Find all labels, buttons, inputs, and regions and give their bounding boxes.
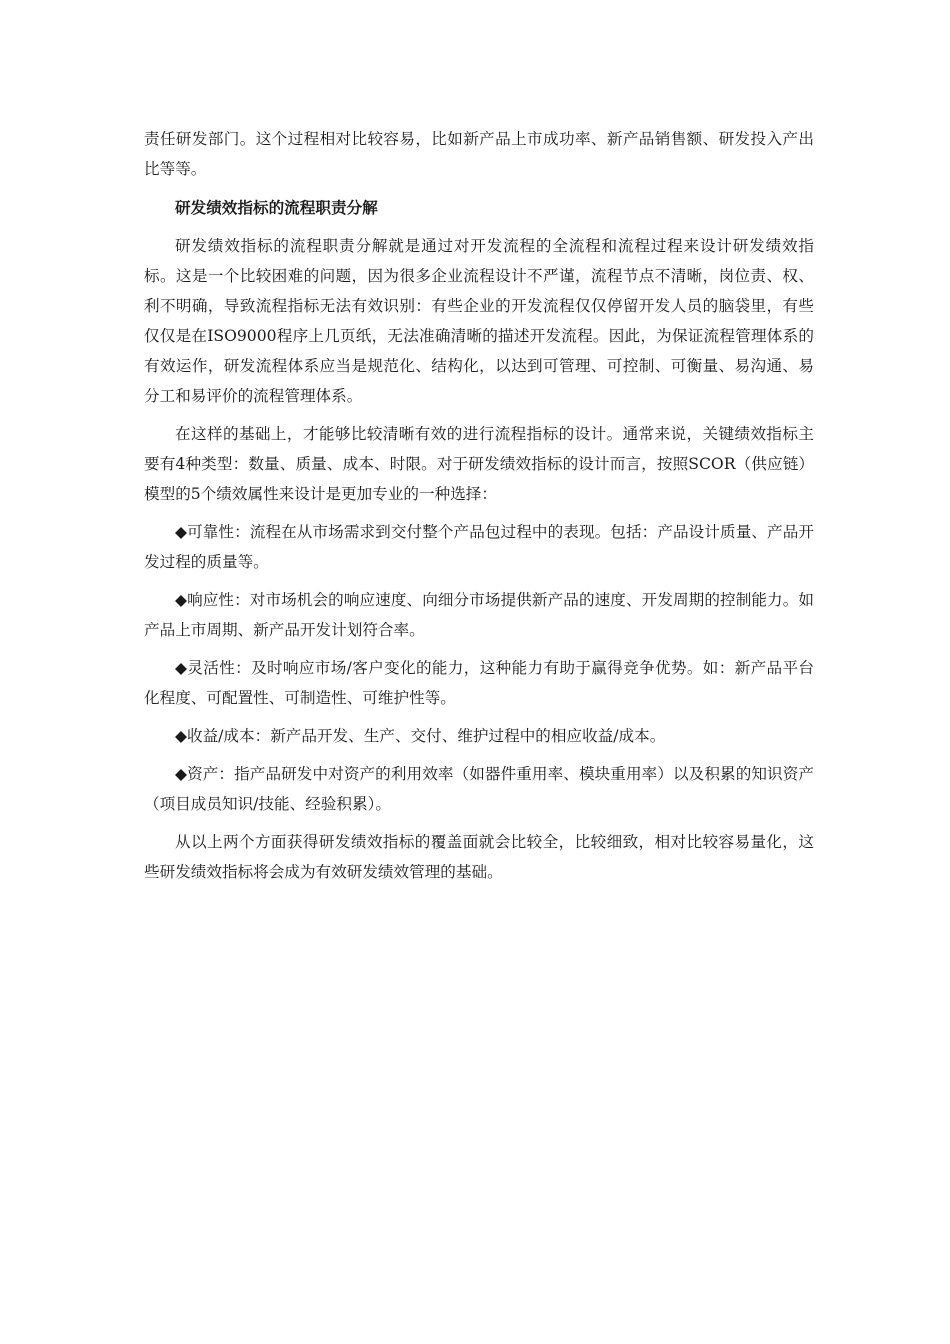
bullet-flexibility: ◆灵活性：及时响应市场/客户变化的能力，这种能力有助于赢得竞争优势。如：新产品平台化程度、可配置性、可制造性、可维护性等。 [144, 659, 814, 707]
document-page [144, 124, 814, 887]
paragraph-conclusion: 从以上两个方面获得研发绩效指标的覆盖面就会比较全，比较细致，相对比较容易量化，这些研发绩效指标将会成为有效研发绩效管理的基础。 [144, 833, 814, 881]
section-heading: 研发绩效指标的流程职责分解 [175, 198, 378, 217]
paragraph-continuation: 责任研发部门。这个过程相对比较容易，比如新产品上市成功率、新产品销售额、研发投入产出比等等。 [144, 130, 814, 178]
paragraph-process-decomposition: 研发绩效指标的流程职责分解就是通过对开发流程的全流程和流程过程来设计研发绩效指标。这是一个比较困难的问题，因为很多企业流程设计不严谨，流程节点不清晰，岗位责、权、利不明确，导致流程指标无法有效识别：有些企业的开发流程仅仅停留开发人员的脑袋里，有些仅仅是在ISO9000程序上几页纸，无法准确清晰的描述开发流程。因此，为保证流程管理体系的有效运作，研发流程体系应当是规范化、结构化，以达到可管理、可控制、可衡量、易沟通、易分工和易评价的流程管理体系。 [144, 237, 814, 405]
bullet-revenue-cost: ◆收益/成本：新产品开发、生产、交付、维护过程中的相应收益/成本。 [175, 727, 666, 745]
bullet-assets: ◆资产：指产品研发中对资产的利用效率（如器件重用率、模块重用率）以及积累的知识资产（项目成员知识/技能、经验积累）。 [144, 765, 814, 813]
bullet-reliability: ◆可靠性：流程在从市场需求到交付整个产品包过程中的表现。包括：产品设计质量、产品开发过程的质量等。 [144, 523, 814, 571]
bullet-responsiveness: ◆响应性：对市场机会的响应速度、向细分市场提供新产品的速度、开发周期的控制能力。如产品上市周期、新产品开发计划符合率。 [144, 591, 814, 639]
paragraph-kpi-types: 在这样的基础上，才能够比较清晰有效的进行流程指标的设计。通常来说，关键绩效指标主要有4种类型：数量、质量、成本、时限。对于研发绩效指标的设计而言，按照SCOR（供应链）模型的5个绩效属性来设计是更加专业的一种选择： [144, 425, 814, 503]
